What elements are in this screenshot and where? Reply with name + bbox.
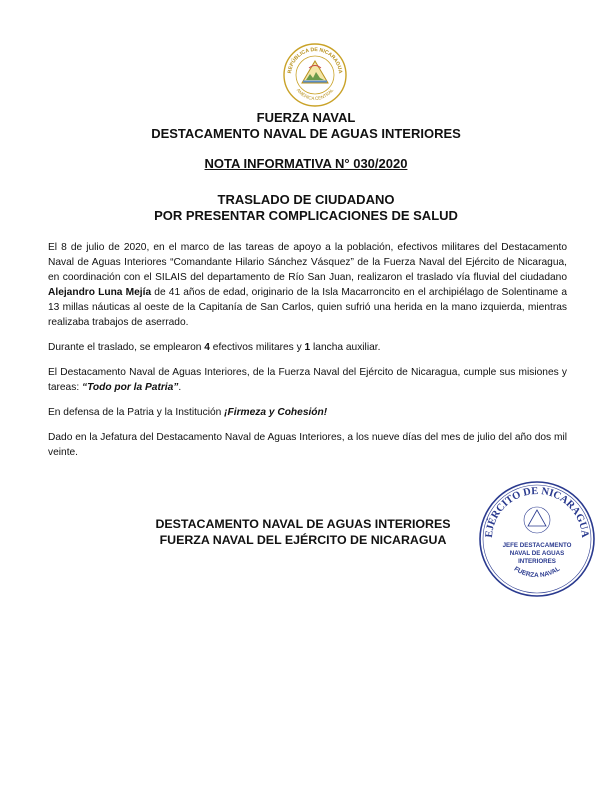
- body-text: [48, 240, 567, 470]
- org-line-2: DESTACAMENTO NAVAL DE AGUAS INTERIORES: [151, 126, 461, 141]
- p1-text-a: El 8 de julio de 2020, en el marco de las tareas de apoyo a la población, efectivos militares del Destacamento Naval de Aguas Interiores “Comandante Hilario Sánchez Vásquez” de la Fuerza Naval del Ejército de Nicaragua, en coordinación con el SILAIS del departamento de Río San Juan, realizaron el traslado vía fluvial del ciudadano: [48, 242, 567, 283]
- motto-firmeza: ¡Firmeza y Cohesión!: [224, 407, 328, 418]
- signature-line-2: FUERZA NAVAL DEL EJÉRCITO DE NICARAGUA: [159, 533, 447, 547]
- motto-patria: “Todo por la Patria”: [81, 382, 179, 393]
- stamp-center-line-2: NAVAL DE AGUAS: [509, 550, 565, 557]
- paragraph-1: [48, 240, 567, 330]
- p2-text-a: Durante el traslado, se emplearon: [48, 342, 205, 353]
- subject-line-1: TRASLADO DE CIUDADANO: [217, 192, 395, 207]
- seal-ring-top-text: REPÚBLICA DE NICARAGUA: [287, 46, 343, 74]
- boat-count: 1: [304, 342, 311, 353]
- citizen-name: Alejandro Luna Mejía: [48, 287, 152, 298]
- stamp-center-line-3: INTERIORES: [518, 558, 556, 565]
- nota-title: NOTA INFORMATIVA N° 030/2020: [204, 156, 408, 171]
- paragraph-4: [48, 405, 567, 420]
- p4-text-a: En defensa de la Patria y la Institución: [48, 407, 225, 418]
- signature-line-1: DESTACAMENTO NAVAL DE AGUAS INTERIORES: [155, 517, 451, 531]
- paragraph-3: [48, 365, 567, 395]
- header-organization: [0, 110, 612, 142]
- p2-text-c: lancha auxiliar.: [310, 342, 381, 353]
- coat-of-arms-seal: [282, 42, 348, 108]
- org-line-1: FUERZA NAVAL: [256, 110, 356, 125]
- p3-text-b: .: [178, 382, 182, 393]
- stamp-ring-top-text: EJÉRCITO DE NICARAGUA: [483, 485, 591, 539]
- official-stamp: [478, 480, 596, 598]
- p1-text-b: de 41 años de edad, originario de la Isla Macarroncito en el archipiélago de Solentiname a 13 millas náuticas al oeste de la Capitanía de San Carlos, quien sufrió una herida en la mano izquierda, mientras realizaba trabajos de aserrado.: [48, 287, 567, 328]
- stamp-ring-bottom-text: FUERZA NAVAL: [512, 565, 562, 580]
- stamp-center-line-1: JEFE DESTACAMENTO: [502, 542, 572, 549]
- svg-text:FUERZA NAVAL: [513, 566, 562, 580]
- seal-ring-bottom-text: AMÉRICA CENTRAL: [295, 87, 335, 102]
- paragraph-2: [48, 340, 567, 355]
- subject-line-2: POR PRESENTAR COMPLICACIONES DE SALUD: [154, 208, 458, 223]
- p3-text-a: El Destacamento Naval de Aguas Interiores, de la Fuerza Naval del Ejército de Nicaragua, cumple sus misiones y tareas:: [48, 367, 567, 393]
- svg-text:EJÉRCITO DE NICARAGUA: [484, 486, 590, 539]
- subject-heading: [0, 192, 612, 224]
- signature-block: [128, 516, 478, 548]
- paragraph-5: Dado en la Jefatura del Destacamento Naval de Aguas Interiores, a los nueve días del mes de julio del año dos mil veinte.: [48, 432, 567, 458]
- p2-text-b: efectivos militares y: [209, 342, 305, 353]
- personnel-count: 4: [204, 342, 210, 353]
